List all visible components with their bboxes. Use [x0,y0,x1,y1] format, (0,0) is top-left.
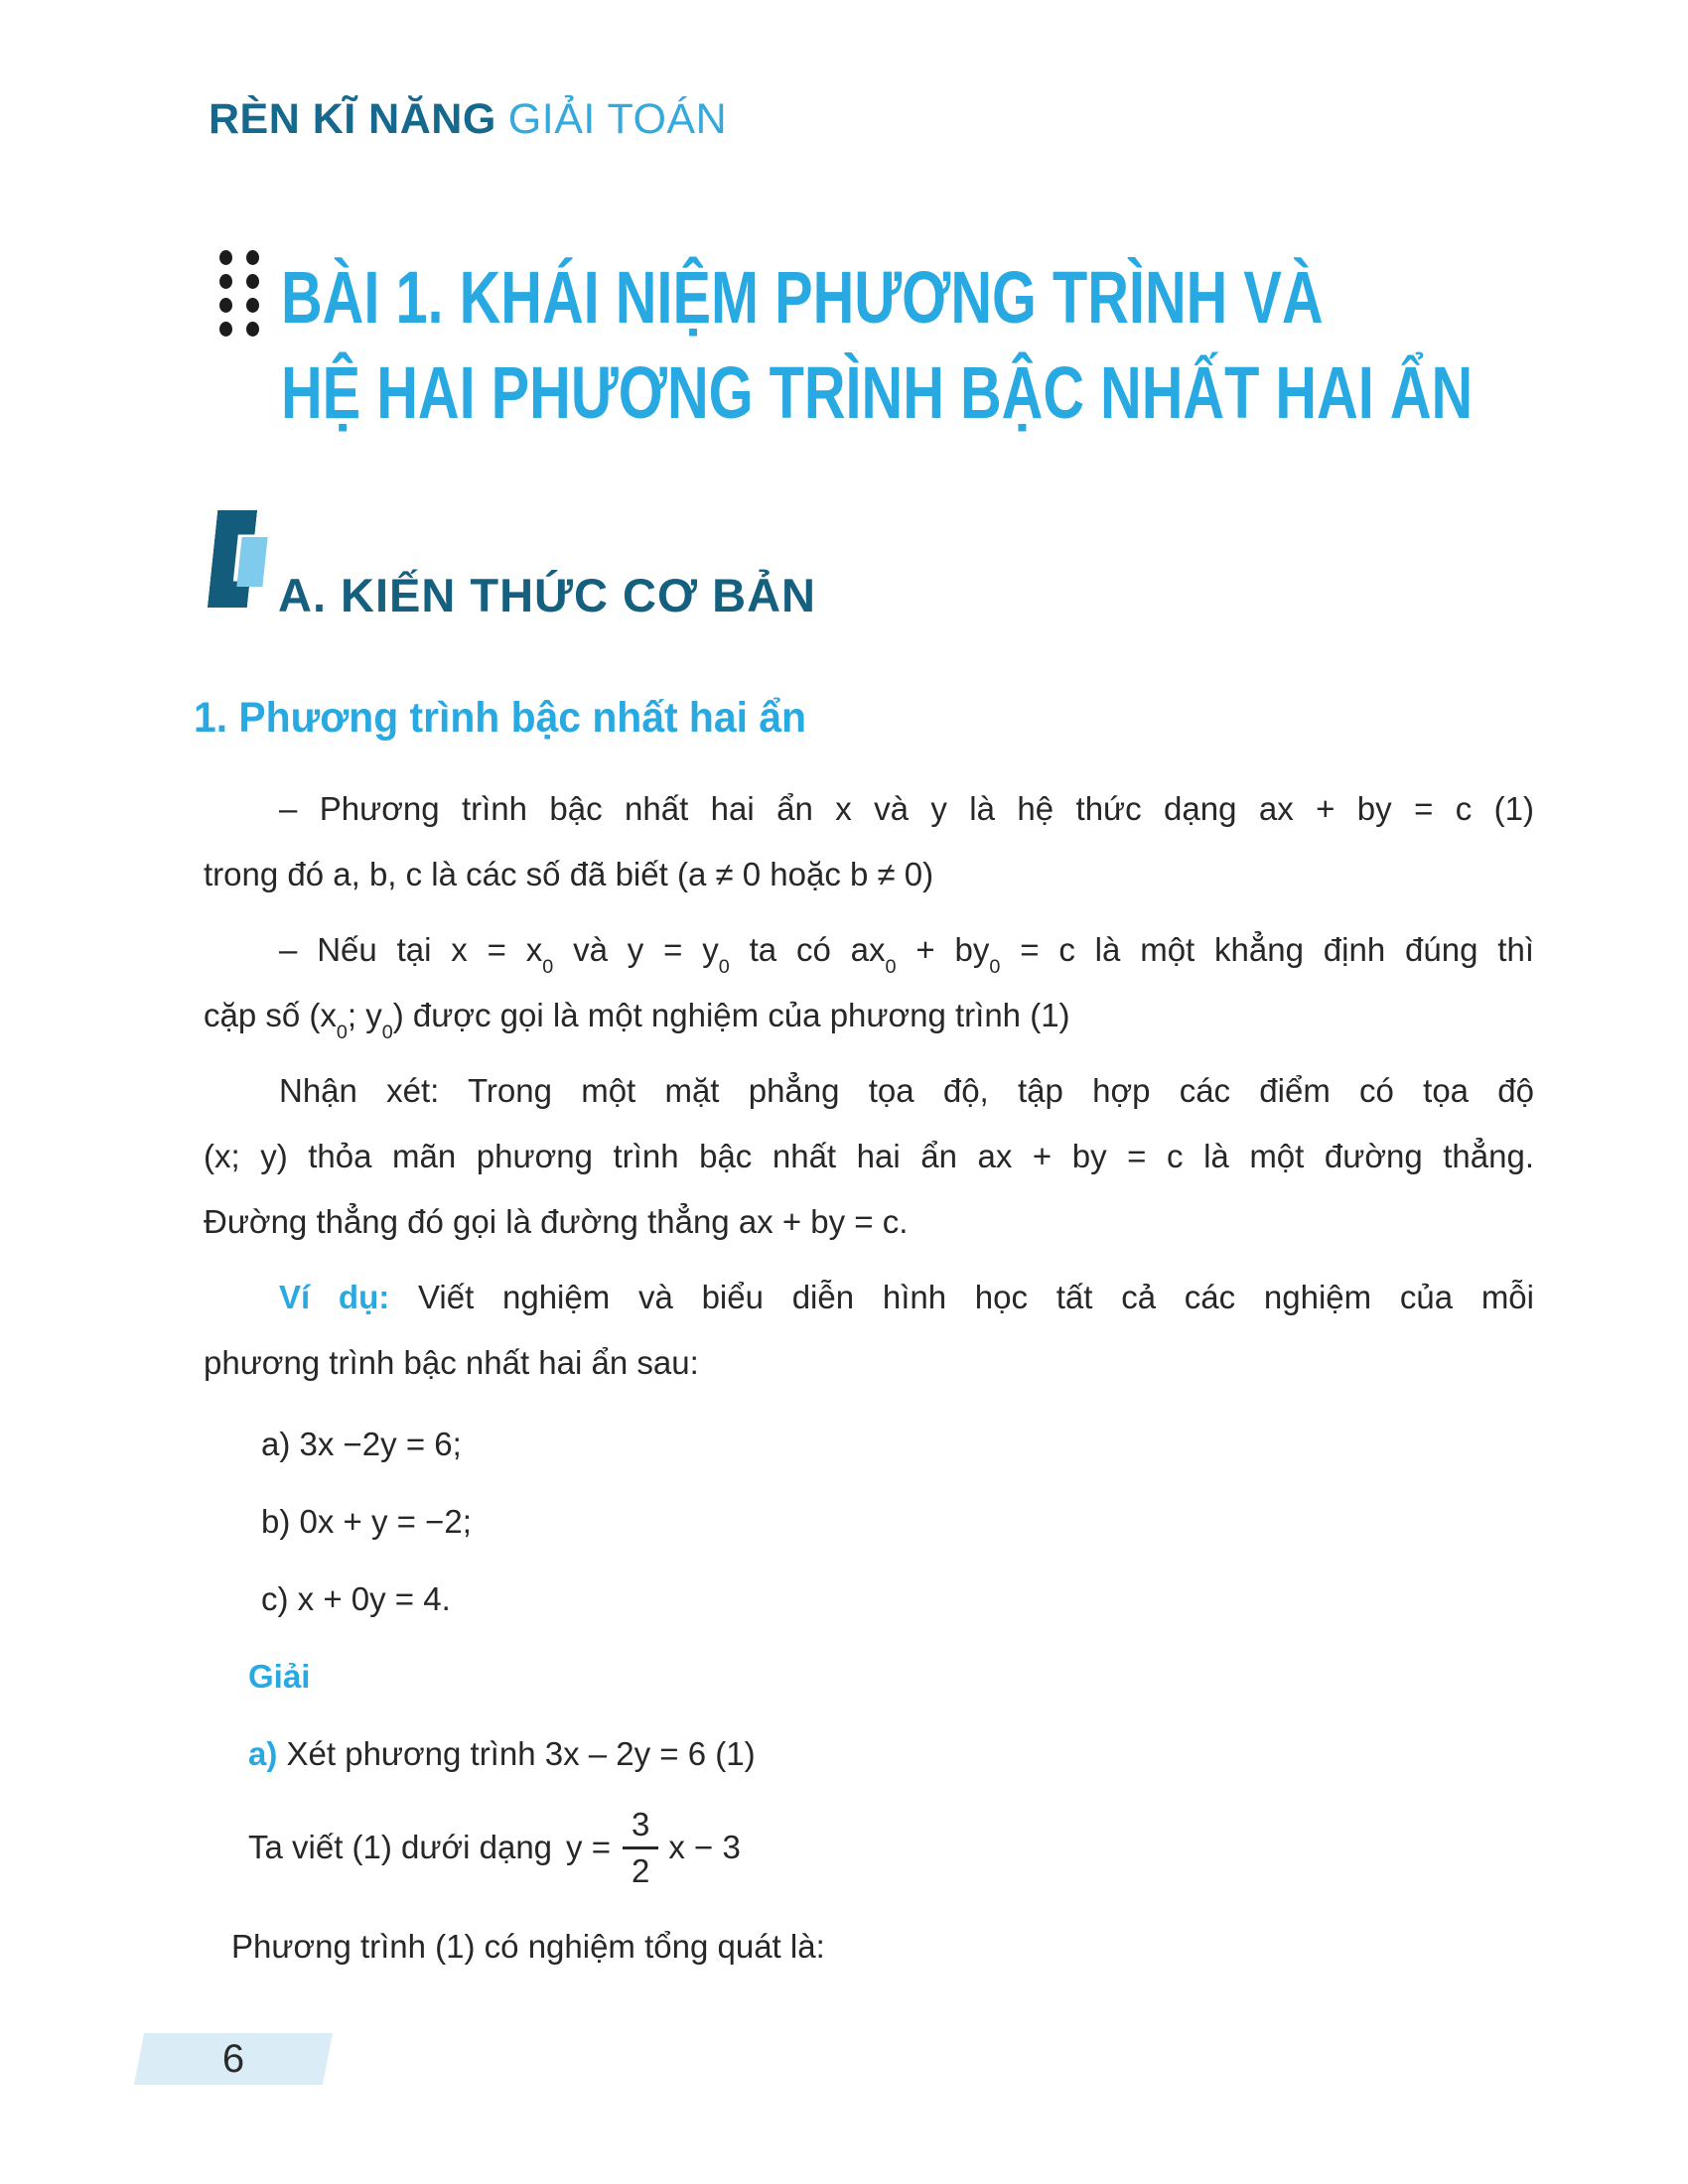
paragraph-remark [204,1058,1534,1255]
marker-light-shape [236,537,267,587]
brand-light-text: GIẢI TOÁN [507,95,728,143]
general-solution-line: Phương trình (1) có nghiệm tổng quát là: [231,1928,825,1965]
page-number-box [139,2033,328,2085]
paragraph-line: trong đó a, b, c là các số đã biết (a ≠ 0 hoặc b ≠ 0) [204,856,934,892]
section-a-heading: A. KIẾN THỨC CƠ BẢN [278,569,816,621]
dots-grid-icon [219,250,259,337]
paragraph-line: Ví dụ: Viết nghiệm và biểu diễn hình học tất cả các nghiệm của mỗi [279,1279,1534,1315]
fraction [623,1805,658,1891]
paragraph-definition [204,776,1534,907]
topic1-heading: 1. Phương trình bậc nhất hai ẩn [194,694,806,742]
equation-lhs: y = [566,1829,611,1865]
example-item-b: b) 0x + y = −2; [261,1503,472,1540]
paragraph-line: – Nếu tại $x = x_0$ và $y = y_0$ ta có $ax_0 + by_0 = c$ là một khẳng định đúng thì [279,931,1534,978]
subscript-zero: 0 [989,955,1001,978]
fraction-denominator: 2 [632,1851,650,1889]
solution-heading: Giải [248,1658,311,1695]
paragraph-example [204,1265,1534,1396]
body-content [204,776,1534,1979]
page-number: 6 [221,2037,245,2081]
example-item-list [204,1406,1534,1638]
paragraph-line: phương trình bậc nhất hai ẩn sau: [204,1344,699,1381]
solution-a-label: a) [248,1735,278,1772]
brand-bold-text: RÈN KĨ NĂNG [209,95,496,143]
paragraph-line: cặp số ($x_0$; $y_0$) được gọi là một nghiệm của phương trình (1) [204,997,1070,1043]
lesson-title-line1: BÀI 1. KHÁI NIỆM PHƯƠNG TRÌNH VÀ [281,256,1324,339]
example-item-c: c) x + 0y = 4. [261,1580,451,1617]
lesson-title [281,250,1688,441]
paragraph-solution-pair [204,917,1534,1048]
solution-rewrite-line [204,1793,1534,1902]
fraction-numerator: 3 [623,1805,658,1849]
lesson-title-line2: HỆ HAI PHƯƠNG TRÌNH BẬC NHẤT HAI ẨN [281,351,1474,434]
subscript-zero: 0 [885,955,897,978]
equation [566,1805,741,1891]
subscript-zero: 0 [336,1021,348,1043]
subscript-zero: 0 [381,1021,393,1043]
paragraph-line: – Phương trình bậc nhất hai ẩn x và y là hệ thức dạng ax + by = c (1) [279,790,1534,827]
paragraph-line: (x; y) thỏa mãn phương trình bậc nhất hai ẩn ax + by = c là một đường thẳng. [204,1138,1534,1174]
book-brand [209,95,727,144]
paragraph-line: Nhận xét: Trong một mặt phẳng tọa độ, tập hợp các điểm có tọa độ [279,1072,1534,1109]
subscript-zero: 0 [542,955,554,978]
example-label: Ví dụ: [279,1279,390,1315]
paragraph-line: Đường thẳng đó gọi là đường thẳng ax + by = c. [204,1203,909,1240]
subscript-zero: 0 [718,955,730,978]
example-item-a: a) 3x −2y = 6; [261,1426,462,1462]
solution-step-a: a) Xét phương trình 3x – 2y = 6 (1) [248,1735,756,1772]
rewrite-prefix: Ta viết (1) dưới dạng [248,1829,553,1865]
equation-tail: x − 3 [668,1829,741,1865]
